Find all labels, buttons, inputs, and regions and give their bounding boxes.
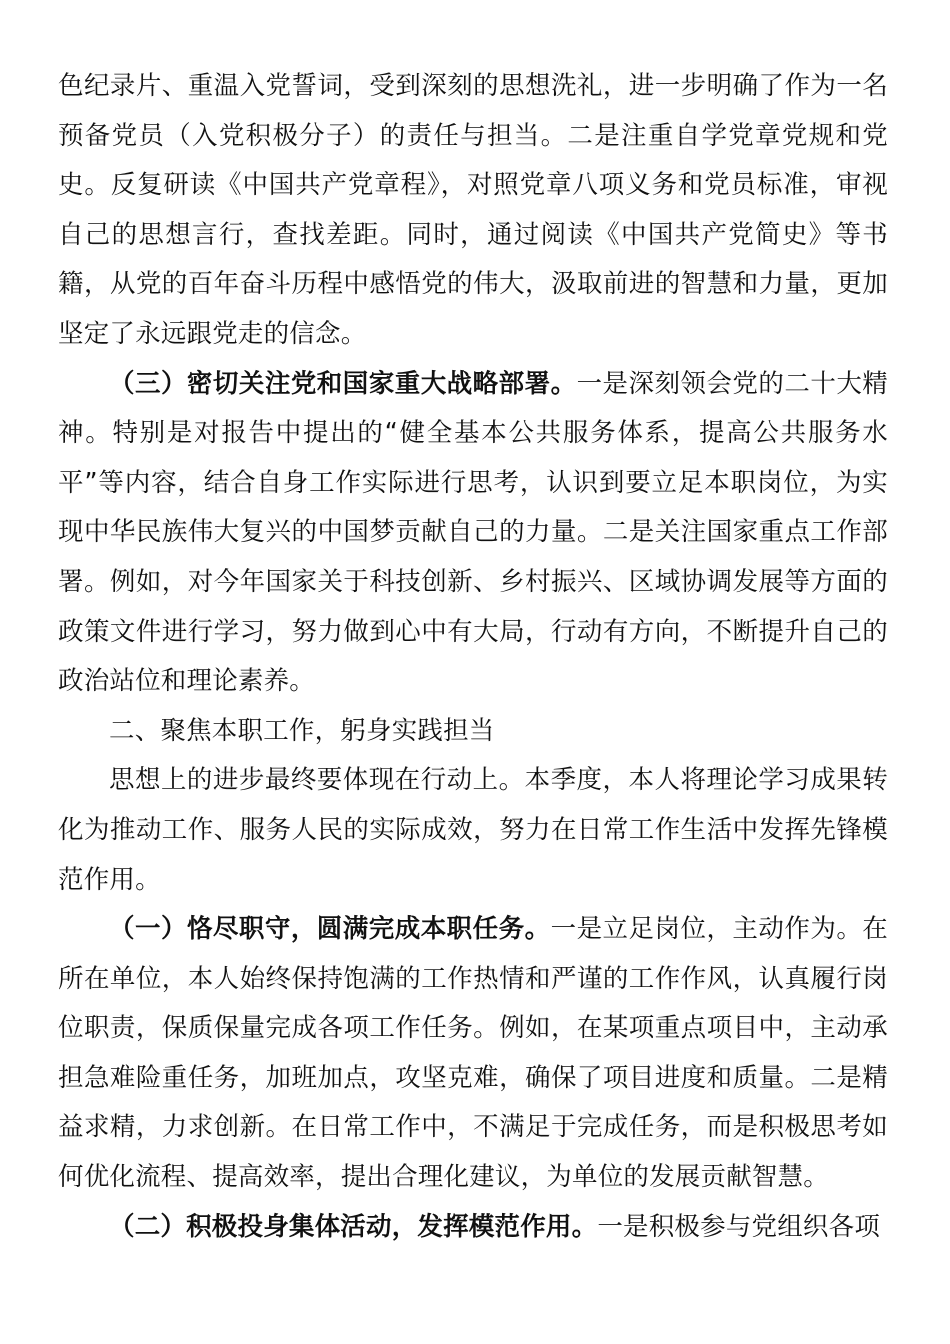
paragraph-text: 色纪录片、重温入党誓词，受到深刻的思想洗礼，进一步明确了作为一名预备党员（入党积极分子）的责任与担当。二是注重自学党章党规和党史。反复研读《中国共产党章程》，对照党章八项义务和党员标准，审视自己的思想言行，查找差距。同时，通过阅读《中国共产党简史》等书籍，从党的百年奋斗历程中感悟党的伟大，汲取前进的智慧和力量，更加坚定了永远跟党走的信念。	[58, 71, 888, 349]
paragraph-lead-heading: （二）积极投身集体活动，发挥模范作用。	[109, 1211, 598, 1242]
paragraph-text: 一是深刻领会党的二十大精神。特别是对报告中提出的“健全基本公共服务体系，提高公共服务水平”等内容，结合自身工作实际进行思考，认识到要立足本职岗位，为实现中华民族伟大复兴的中国梦贡献自己的力量。二是关注国家重点工作部署。例如，对今年国家关于科技创新、乡村振兴、区域协调发展等方面的政策文件进行学习，努力做到心中有大局，行动有方向，不断提升自己的政治站位和理论素养。	[58, 368, 888, 697]
paragraph-text: 一是积极参与党组织各项	[597, 1211, 881, 1242]
paragraph-item-1	[58, 905, 888, 1203]
paragraph-text: 一是立足岗位，主动作为。在所在单位，本人始终保持饱满的工作热情和严谨的工作作风，认真履行岗位职责，保质保量完成各项工作任务。例如，在某项重点项目中，主动承担急难险重任务，加班加点，攻坚克难，确保了项目进度和质量。二是精益求精，力求创新。在日常工作中，不满足于完成任务，而是积极思考如何优化流程、提高效率，提出合理化建议，为单位的发展贡献智慧。	[58, 914, 888, 1193]
paragraph-intro	[58, 756, 888, 905]
paragraph-continued	[58, 62, 888, 360]
paragraph-lead-heading: （三）密切关注党和国家重大战略部署。	[109, 368, 577, 399]
paragraph-text: 思想上的进步最终要体现在行动上。本季度，本人将理论学习成果转化为推动工作、服务人民的实际成效，努力在日常工作生活中发挥先锋模范作用。	[58, 765, 888, 895]
paragraph-lead-heading: （一）恪尽职守，圆满完成本职任务。	[109, 914, 551, 945]
section-heading: 二、聚焦本职工作，躬身实践担当	[109, 715, 495, 746]
paragraph-item-3	[58, 360, 888, 707]
paragraph-item-2	[58, 1203, 888, 1253]
document-page	[58, 62, 888, 1252]
